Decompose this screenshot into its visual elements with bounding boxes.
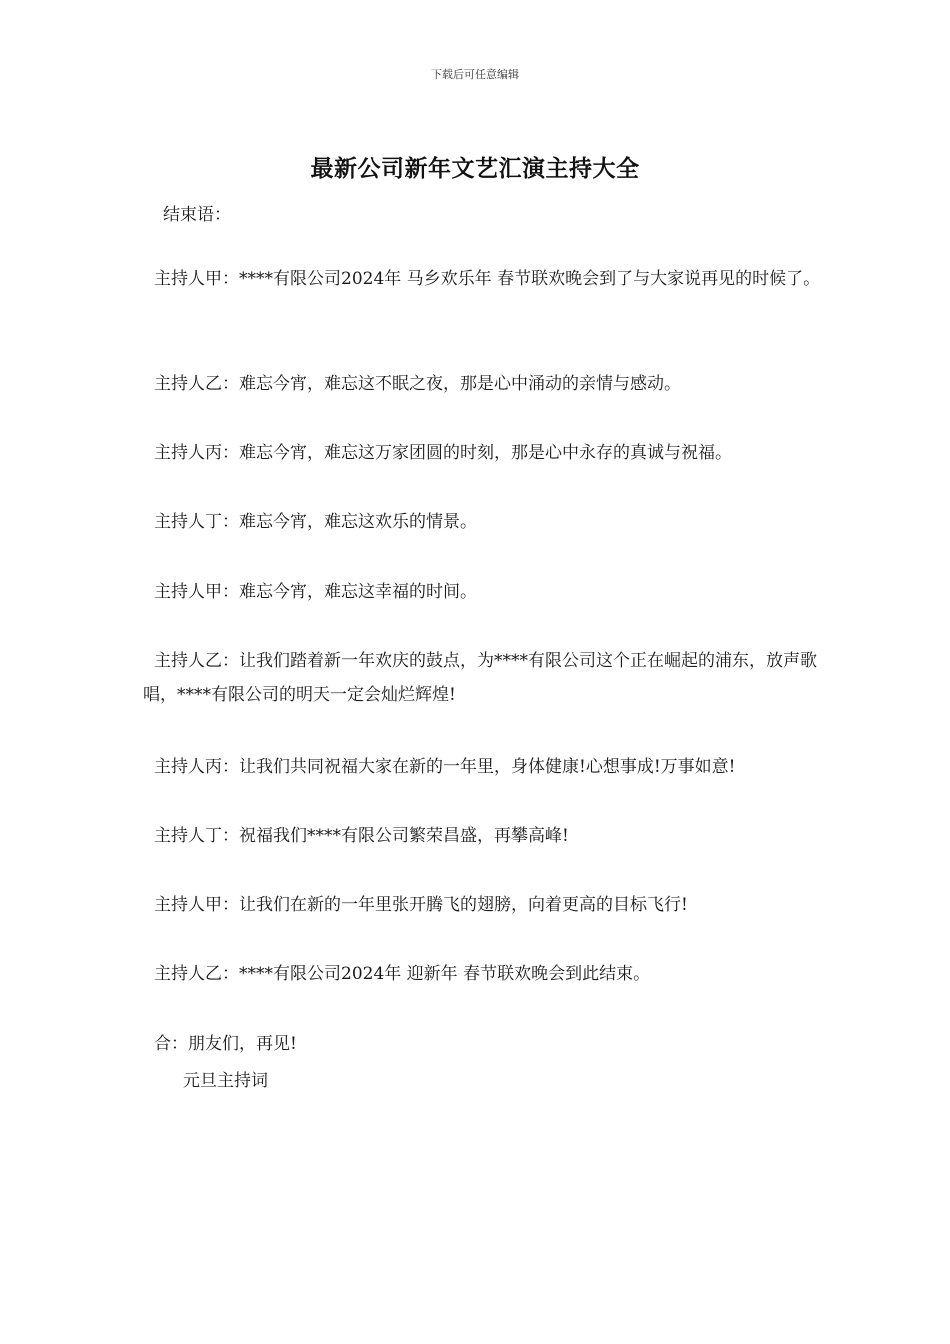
footer-label: 元旦主持词 [183, 1071, 268, 1091]
section-label: 结束语： [163, 205, 231, 225]
paragraph: 主持人乙：难忘今宵，难忘这不眠之夜，那是心中涌动的亲情与感动。 [154, 374, 681, 394]
paragraph: 主持人甲：难忘今宵，难忘这幸福的时间。 [154, 582, 477, 602]
paragraph: 主持人丁：祝福我们****有限公司繁荣昌盛，再攀高峰! [154, 826, 569, 846]
paragraph: 合：朋友们，再见! [154, 1034, 297, 1054]
paragraph: 主持人乙：****有限公司2024年 迎新年 春节联欢晚会到此结束。 [154, 964, 651, 984]
header-note: 下载后可任意编辑 [431, 68, 519, 81]
paragraph: 主持人丙：难忘今宵，难忘这万家团圆的时刻，那是心中永存的真诚与祝福。 [154, 443, 732, 463]
paragraph: 主持人丁：难忘今宵，难忘这欢乐的情景。 [154, 512, 477, 532]
paragraph: 主持人甲：让我们在新的一年里张开腾飞的翅膀，向着更高的目标飞行! [154, 895, 688, 915]
paragraph: 主持人乙：让我们踏着新一年欢庆的鼓点，为****有限公司这个正在崛起的浦东，放声歌唱，****有限公司的明天一定会灿烂辉煌! [143, 651, 817, 705]
document-title: 最新公司新年文艺汇演主持大全 [310, 155, 640, 182]
paragraph: 主持人甲：****有限公司2024年 马乡欢乐年 春节联欢晚会到了与大家说再见的时候了。 [154, 269, 821, 289]
paragraph: 主持人丙：让我们共同祝福大家在新的一年里，身体健康!心想事成!万事如意! [154, 757, 736, 777]
